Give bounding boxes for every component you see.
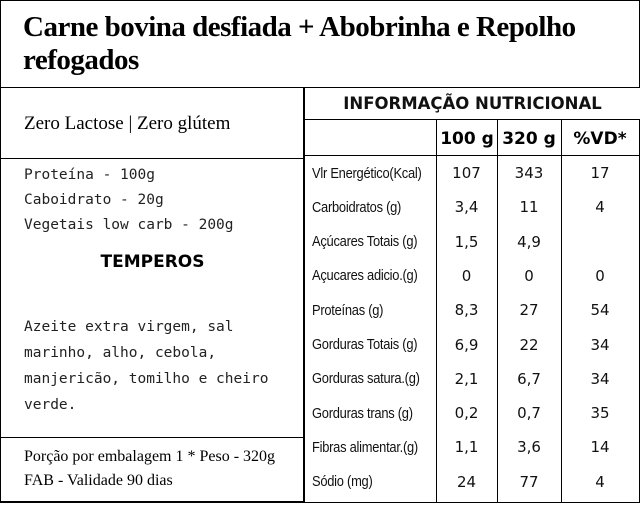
macro-list <box>24 163 234 238</box>
nutrient-label: Sódio (mg) <box>312 473 373 491</box>
product-info-panel <box>0 88 305 503</box>
value-100g: 1,1 <box>454 438 479 457</box>
value-100g: 3,4 <box>454 198 479 217</box>
nutrition-row <box>305 225 640 259</box>
value-320g: 343 <box>514 164 544 183</box>
nutrient-label: Vlr Energético(Kcal) <box>312 164 422 182</box>
dietary-claims: Zero Lactose | Zero glútem <box>24 113 231 134</box>
nutrition-row <box>305 156 640 190</box>
value-100g: 2,1 <box>454 369 479 388</box>
nutrient-label: Proteínas (g) <box>312 301 384 319</box>
value-vd <box>561 225 639 259</box>
value-vd: 4 <box>595 472 605 491</box>
divider <box>0 158 305 159</box>
value-320g: 22 <box>519 335 539 354</box>
nutrient-label: Açúcares Totais (g) <box>312 233 418 251</box>
value-vd: 35 <box>590 404 610 423</box>
value-100g: 24 <box>456 472 477 491</box>
value-320g: 0 <box>524 266 534 285</box>
nutrient-label: Carboidratos (g) <box>312 198 402 216</box>
value-320g: 11 <box>519 198 539 217</box>
value-vd: 34 <box>590 335 610 354</box>
temperos-text: Azeite extra virgem, sal marinho, alho, cebola, manjericão, tomilho e cheiro verde. <box>24 319 269 413</box>
nutrition-row <box>305 430 640 464</box>
value-100g: 0 <box>461 266 472 285</box>
nutrition-row <box>305 465 640 499</box>
nutrient-label: Gorduras satura.(g) <box>312 370 420 388</box>
value-320g: 77 <box>519 472 539 491</box>
nutrition-heading: INFORMAÇÃO NUTRICIONAL <box>305 88 640 120</box>
value-vd: 0 <box>595 266 605 285</box>
nutrient-label: Fibras alimentar.(g) <box>312 438 418 456</box>
macro-item: Vegetais low carb - 200g <box>24 217 234 233</box>
grid-line <box>305 502 640 503</box>
value-100g: 107 <box>452 164 481 183</box>
temperos-heading: TEMPEROS <box>100 252 205 272</box>
nutrient-label: Gorduras trans (g) <box>312 404 413 422</box>
nutrition-row <box>305 328 640 362</box>
value-100g: 6,9 <box>454 335 479 354</box>
value-vd: 4 <box>595 198 605 217</box>
column-header-100g: 100 g <box>440 128 494 149</box>
nutrition-row <box>305 190 640 224</box>
value-320g: 3,6 <box>517 438 541 457</box>
nutrient-label: Gorduras Totais (g) <box>312 336 418 354</box>
value-100g: 1,5 <box>454 232 479 251</box>
macro-item: Caboidrato - 20g <box>24 192 164 208</box>
portion-info: Porção por embalagem 1 * Peso - 320g <box>24 448 276 465</box>
nutrition-row <box>305 362 640 396</box>
nutrition-row <box>305 293 640 327</box>
value-100g: 8,3 <box>454 301 479 320</box>
column-header-320g: 320 g <box>502 128 556 149</box>
value-320g: 0,7 <box>517 404 541 423</box>
value-100g: 0,2 <box>454 404 479 423</box>
divider <box>0 437 305 438</box>
value-320g: 6,7 <box>517 369 541 388</box>
footer <box>24 445 275 493</box>
nutrition-row <box>305 259 640 293</box>
product-title: Carne bovina desfiada + Abobrinha e Repolho refogados <box>0 0 640 88</box>
value-vd: 17 <box>590 164 610 183</box>
validity-info: FAB - Validade 90 dias <box>24 472 173 489</box>
value-vd: 14 <box>590 438 610 457</box>
nutrient-label: Açucares adicio.(g) <box>312 267 418 285</box>
macro-item: Proteína - 100g <box>24 167 155 183</box>
column-header-vd: %VD* <box>573 128 627 149</box>
value-320g: 4,9 <box>517 232 541 251</box>
value-320g: 27 <box>519 301 539 320</box>
nutrition-row <box>305 396 640 430</box>
value-vd: 34 <box>590 369 610 388</box>
value-vd: 54 <box>590 301 610 320</box>
